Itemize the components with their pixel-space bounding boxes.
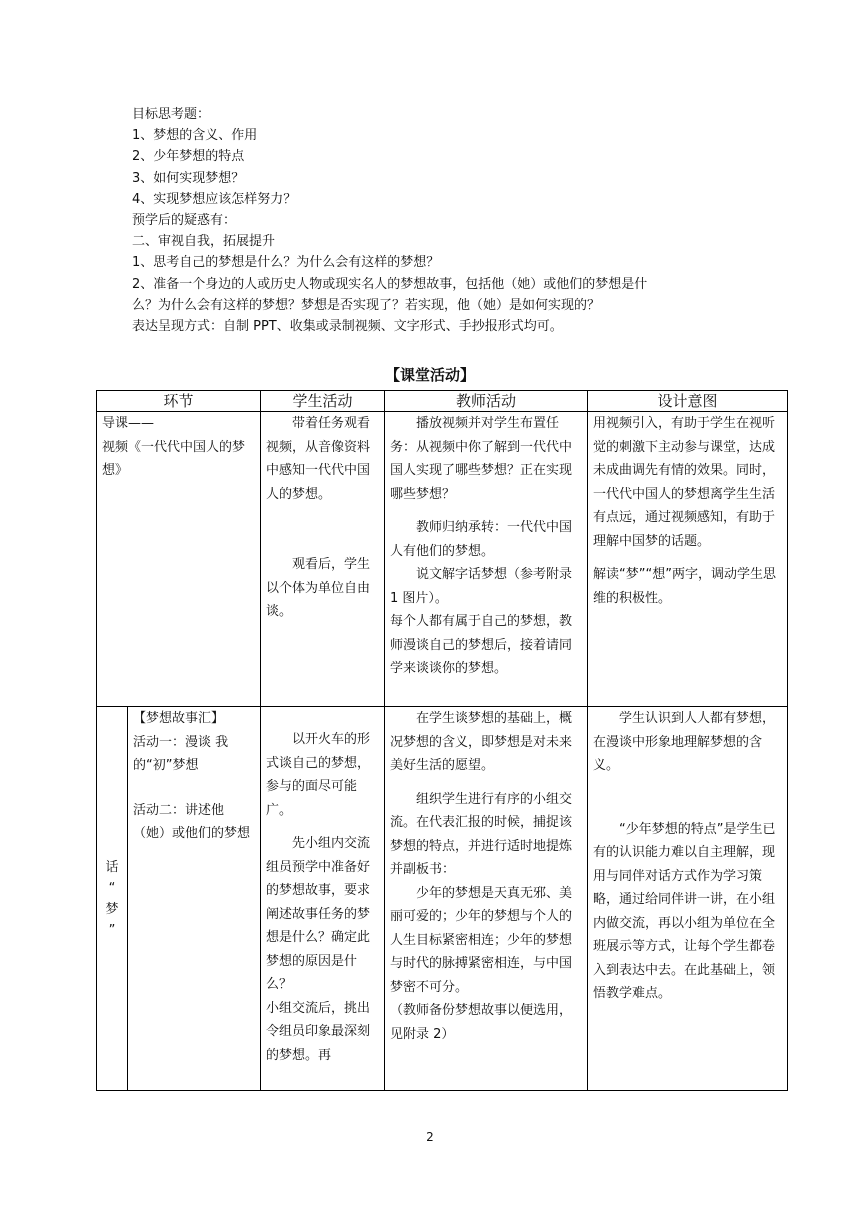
intent-text: 学生认识到人人都有梦想，在漫谈中形象地理解梦想的含义。 <box>593 711 776 773</box>
activity-table <box>96 390 788 1091</box>
header-intent: 设计意图 <box>588 391 788 412</box>
vertical-char: ” <box>108 922 116 938</box>
student-activity-cell <box>261 412 385 707</box>
vertical-char: 话 <box>105 859 119 875</box>
stage-text: 活动二：讲述他（她）或他们的梦想 <box>133 802 251 841</box>
intro-line: 1、思考自己的梦想是什么？为什么会有这样的梦想？ <box>132 255 440 271</box>
stage-text: 【梦想故事汇】 <box>133 711 225 726</box>
student-text: 观看后，学生以个体为单位自由谈。 <box>266 557 371 619</box>
intro-line: 二、审视自我，拓展提升 <box>132 234 276 250</box>
intro-line: 2、少年梦想的特点 <box>132 149 245 165</box>
vertical-char: 梦 <box>105 901 119 917</box>
header-stage: 环节 <box>97 391 261 412</box>
intent-text: “少年梦想的特点”是学生已有的认识能力难以自主理解，现用与同伴对话方式作为学习策略，通过给同伴讲一讲，在小组内做交流，再以小组为单位在全班展示等方式，让每个学生都卷入到表达中去。在此基础上，领悟教学难点。 <box>593 821 776 1001</box>
intro-line: 预学后的疑惑有： <box>132 213 237 229</box>
teacher-text: 组织学生进行有序的小组交流。在代表汇报的时候，捕捉该梦想的特点，并进行适时地提炼并副板书： <box>390 791 573 877</box>
table-header-row <box>97 391 788 412</box>
teacher-text: 每个人都有属于自己的梦想，教师漫谈自己的梦想后，接着请同学来谈谈你的梦想。 <box>390 614 573 676</box>
intent-text: 解读“梦”“想”两字，调动学生思维的积极性。 <box>593 567 776 606</box>
student-text: 带着任务观看视频，从音像资料中感知一代代中国人的梦想。 <box>266 416 371 502</box>
vertical-char: “ <box>108 880 116 896</box>
page-number: 2 <box>426 1130 434 1144</box>
intro-line: 目标思考题： <box>132 107 211 122</box>
table-row <box>97 707 788 1091</box>
student-text: 小组交流后，挑出令组员印象最深刻的梦想。再 <box>266 1000 371 1063</box>
student-text: 以开火车的形式谈自己的梦想，参与的面尽可能广。 <box>266 732 371 818</box>
intro-line: 2、准备一个身边的人或历史人物或现实名人的梦想故事，包括他（她）或他们的梦想是什 <box>132 276 648 292</box>
intro-line: 1、梦想的含义、作用 <box>132 128 258 144</box>
teacher-text: 在学生谈梦想的基础上，概况梦想的含义，即梦想是对未来美好生活的愿望。 <box>390 711 573 773</box>
student-activity-cell <box>261 707 385 1091</box>
stage-cell <box>97 412 261 707</box>
stage-text: 导课—— <box>102 416 155 431</box>
vertical-label-cell <box>97 707 128 1091</box>
intro-line: 4、实现梦想应该怎样努力？ <box>132 191 297 207</box>
section-title: 【课堂活动】 <box>384 366 475 384</box>
teacher-text: 播放视频并对学生布置任务：从视频中你了解到一代代中国人实现了哪些梦想？正在实现哪些梦想？ <box>390 416 573 502</box>
intro-line: 3、如何实现梦想？ <box>132 170 245 186</box>
student-text: 先小组内交流组员预学中准备好的梦想故事，要求阐述故事任务的梦想是什么？确定此梦想的原因是什么？ <box>266 836 371 992</box>
header-student: 学生活动 <box>261 391 385 412</box>
stage-cell <box>128 707 261 1091</box>
teacher-text: 教师归纳承转：一代代中国人有他们的梦想。 <box>390 520 573 559</box>
intro-line: 么？为什么会有这样的梦想？梦想是否实现了？若实现，他（她）是如何实现的？ <box>132 297 601 313</box>
intro-line: 表达呈现方式：自制 PPT、收集或录制视频、文字形式、手抄报形式均可。 <box>132 319 563 335</box>
teacher-text: 说文解字话梦想（参考附录 1 图片）。 <box>390 567 573 606</box>
header-teacher: 教师活动 <box>385 391 588 412</box>
stage-text: 视频《一代代中国人的梦想》 <box>102 439 246 478</box>
intro-text <box>132 104 752 337</box>
teacher-text: （教师备份梦想故事以便选用，见附录 2） <box>390 1003 573 1042</box>
stage-text: 活动一：漫谈 我的“初”梦想 <box>133 734 229 773</box>
teacher-text: 少年的梦想是天真无邪、美丽可爱的；少年的梦想与个人的人生目标紧密相连；少年的梦想与时代的脉搏紧密相连，与中国梦密不可分。 <box>390 885 573 995</box>
teacher-activity-cell <box>385 412 588 707</box>
intent-text: 用视频引入，有助于学生在视听觉的刺激下主动参与课堂，达成未成曲调先有情的效果。同时，一代代中国人的梦想离学生生活有点远，通过视频感知，有助于理解中国梦的话题。 <box>593 416 776 549</box>
teacher-activity-cell <box>385 707 588 1091</box>
design-intent-cell <box>588 707 788 1091</box>
design-intent-cell <box>588 412 788 707</box>
table-row <box>97 412 788 707</box>
